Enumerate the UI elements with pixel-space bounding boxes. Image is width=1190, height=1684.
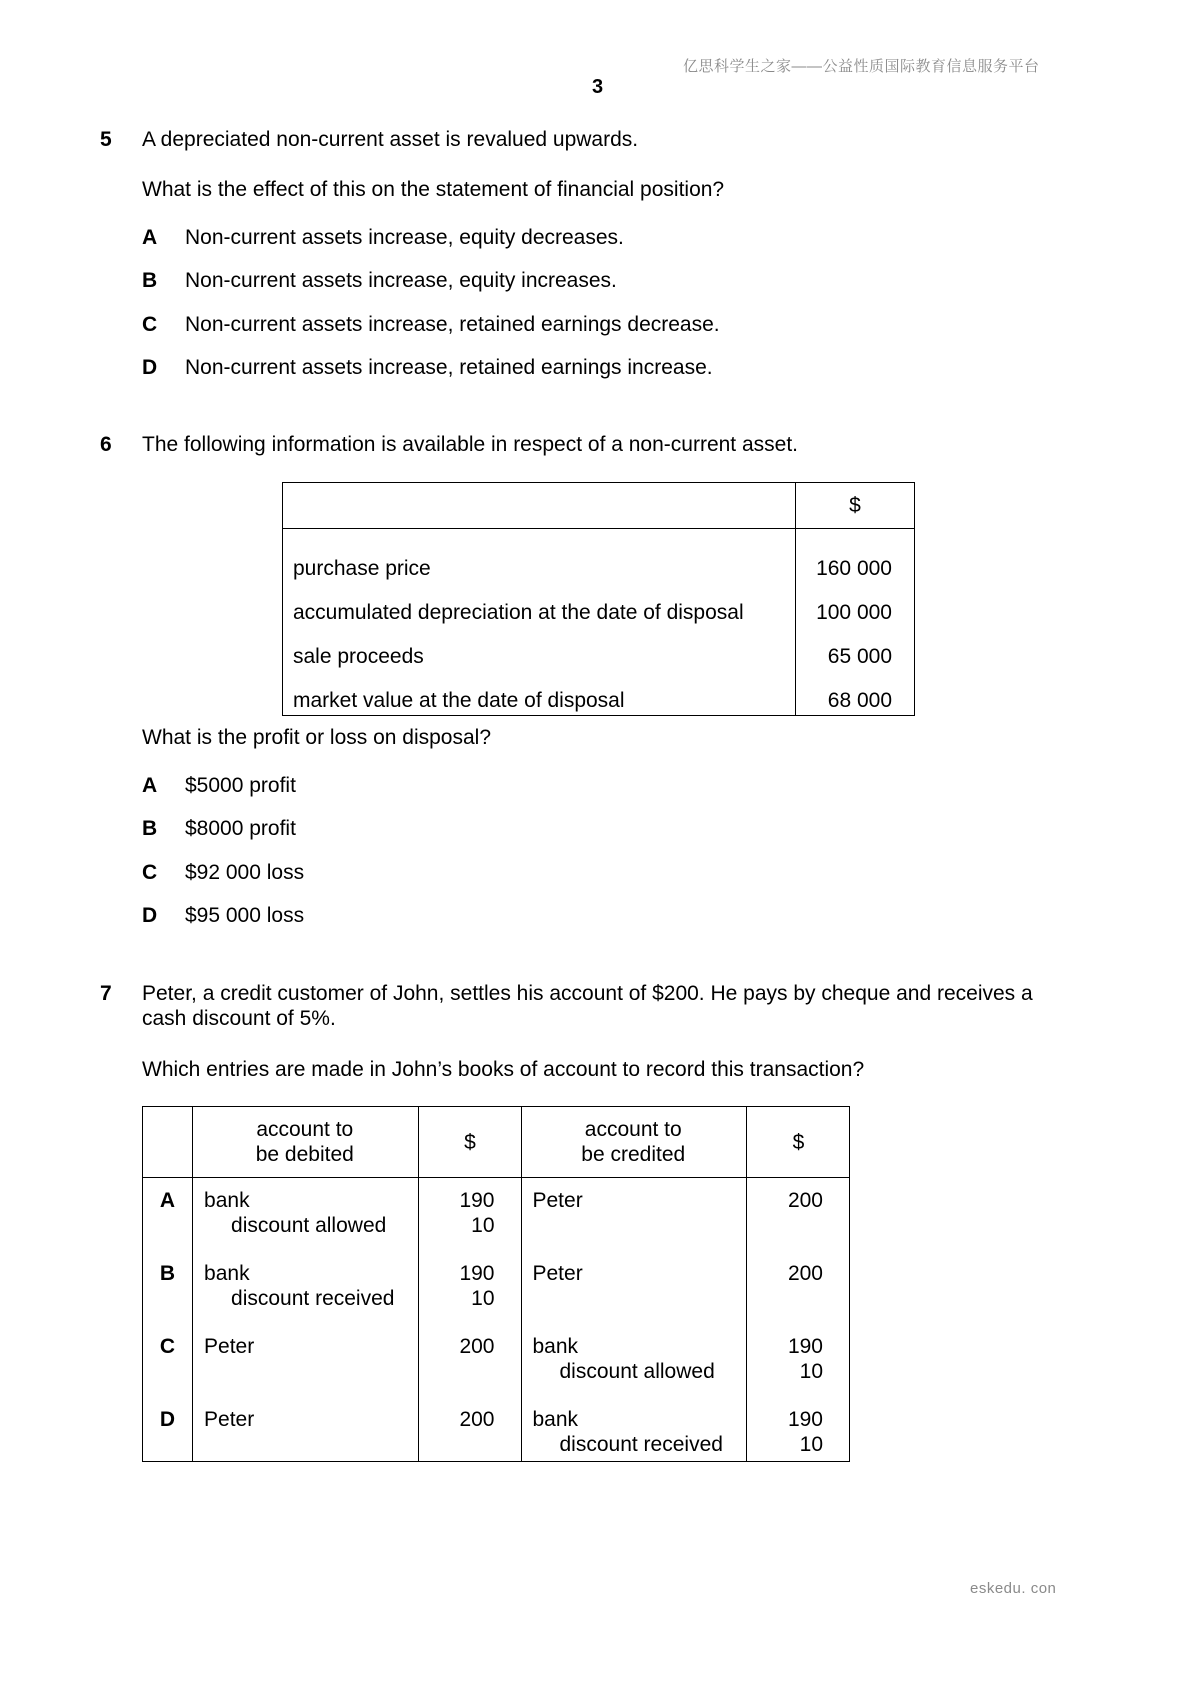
table-cell-label: market value at the date of disposal (293, 689, 625, 712)
option-text: Non-current assets increase, equity increases. (185, 269, 617, 292)
credit-account-2: discount allowed (559, 1360, 715, 1383)
table-row (283, 583, 915, 627)
option-text: Non-current assets increase, retained earnings decrease. (185, 313, 720, 336)
debit-account-cell (193, 1178, 418, 1252)
credit-account-cell (521, 1324, 746, 1397)
option-letter: D (142, 904, 158, 927)
debit-account-1: bank (204, 1189, 250, 1212)
debit-amount-cell (418, 1251, 521, 1324)
table-header-row (283, 483, 915, 529)
table-row (143, 1397, 850, 1462)
credit-account-cell (521, 1178, 746, 1252)
debit-amount-cell (418, 1324, 521, 1397)
debit-account-cell (193, 1324, 418, 1397)
table-cell-label: sale proceeds (293, 645, 424, 668)
table-header-row (143, 1107, 850, 1178)
debit-account-2: discount received (231, 1287, 395, 1310)
credit-account-cell (521, 1397, 746, 1462)
question-prompt: What is the profit or loss on disposal? (142, 726, 492, 749)
debit-amount-1: 190 (459, 1189, 495, 1212)
credit-amount-2: 10 (799, 1433, 823, 1456)
option-text: $92 000 loss (185, 861, 305, 884)
option-text: $5000 profit (185, 774, 296, 797)
question-number: 6 (100, 433, 112, 456)
question-prompt: Which entries are made in John’s books of account to record this transaction? (142, 1058, 865, 1081)
asset-info-table (282, 482, 915, 716)
option-letter: C (142, 861, 158, 884)
credit-account-1: Peter (532, 1189, 583, 1212)
credit-header-line1: account to (584, 1118, 682, 1141)
watermark-text: 亿思科学生之家——公益性质国际教育信息服务平台 (683, 58, 1040, 75)
credit-amount-1: 190 (787, 1335, 823, 1358)
credit-account-1: bank (532, 1408, 579, 1431)
debit-header-line1: account to (256, 1118, 354, 1141)
option-letter: B (142, 269, 158, 292)
debit-amount-1: 200 (459, 1335, 495, 1358)
question-number: 5 (100, 128, 112, 151)
question-prompt: What is the effect of this on the statement of financial position? (142, 178, 725, 201)
option-text: Non-current assets increase, retained earnings increase. (185, 356, 713, 379)
footer-site: eskedu. con (970, 1580, 1057, 1597)
option-letter: C (142, 313, 158, 336)
credit-amount-cell (746, 1397, 849, 1462)
table-header-debit (193, 1107, 418, 1178)
table-header-empty (283, 483, 796, 529)
table-header-debit-amount: $ (418, 1107, 521, 1178)
credit-amount-1: 200 (787, 1189, 823, 1212)
option-text: $95 000 loss (185, 904, 305, 927)
credit-account-cell (521, 1251, 746, 1324)
table-header-empty (143, 1107, 193, 1178)
option-letter: D (142, 356, 158, 379)
debit-amount-2: 10 (471, 1287, 495, 1310)
credit-account-1: bank (532, 1335, 579, 1358)
option-letter: D (159, 1408, 176, 1431)
credit-amount-2: 10 (799, 1360, 823, 1383)
debit-amount-2: 10 (471, 1214, 495, 1237)
double-entry-table (142, 1106, 850, 1462)
table-row (143, 1324, 850, 1397)
credit-amount-cell (746, 1178, 849, 1252)
debit-account-1: bank (204, 1262, 250, 1285)
debit-account-1: Peter (204, 1335, 255, 1358)
question-stem: A depreciated non-current asset is revalued upwards. (142, 128, 639, 151)
credit-amount-1: 190 (787, 1408, 823, 1431)
table-cell-value: 68 000 (796, 671, 915, 716)
question-stem: The following information is available in respect of a non-current asset. (142, 433, 799, 456)
table-row (283, 671, 915, 716)
credit-header-line2: be credited (581, 1143, 686, 1166)
debit-header-line2: be debited (255, 1143, 354, 1166)
table-row (143, 1251, 850, 1324)
option-letter: C (159, 1335, 176, 1358)
table-cell-label: purchase price (293, 557, 431, 580)
debit-amount-1: 200 (459, 1408, 495, 1431)
table-row (283, 529, 915, 584)
table-cell-value: 65 000 (796, 627, 915, 671)
option-text: Non-current assets increase, equity decreases. (185, 226, 624, 249)
table-cell-value: 100 000 (796, 583, 915, 627)
debit-amount-1: 190 (459, 1262, 495, 1285)
table-header-currency: $ (796, 483, 915, 529)
option-letter: A (142, 774, 158, 797)
option-letter: B (159, 1262, 176, 1285)
page-number: 3 (592, 76, 604, 98)
table-header-credit-amount: $ (746, 1107, 849, 1178)
table-cell-value: 160 000 (796, 529, 915, 584)
credit-amount-1: 200 (787, 1262, 823, 1285)
option-text: $8000 profit (185, 817, 296, 840)
debit-amount-cell (418, 1397, 521, 1462)
debit-amount-cell (418, 1178, 521, 1252)
debit-account-cell (193, 1397, 418, 1462)
debit-account-cell (193, 1251, 418, 1324)
credit-amount-cell (746, 1251, 849, 1324)
question-stem-line2: cash discount of 5%. (142, 1007, 336, 1030)
question-stem-line1: Peter, a credit customer of John, settles his account of $200. He pays by cheque and receives a (142, 982, 1033, 1005)
debit-account-1: Peter (204, 1408, 255, 1431)
credit-amount-cell (746, 1324, 849, 1397)
debit-account-2: discount allowed (231, 1214, 387, 1237)
credit-account-1: Peter (532, 1262, 583, 1285)
credit-account-2: discount received (559, 1433, 723, 1456)
question-number: 7 (100, 982, 112, 1005)
option-letter: A (159, 1189, 176, 1212)
table-cell-label: accumulated depreciation at the date of disposal (293, 601, 744, 624)
option-letter: A (142, 226, 158, 249)
table-row (143, 1178, 850, 1252)
table-header-credit (521, 1107, 746, 1178)
table-row (283, 627, 915, 671)
option-letter: B (142, 817, 158, 840)
